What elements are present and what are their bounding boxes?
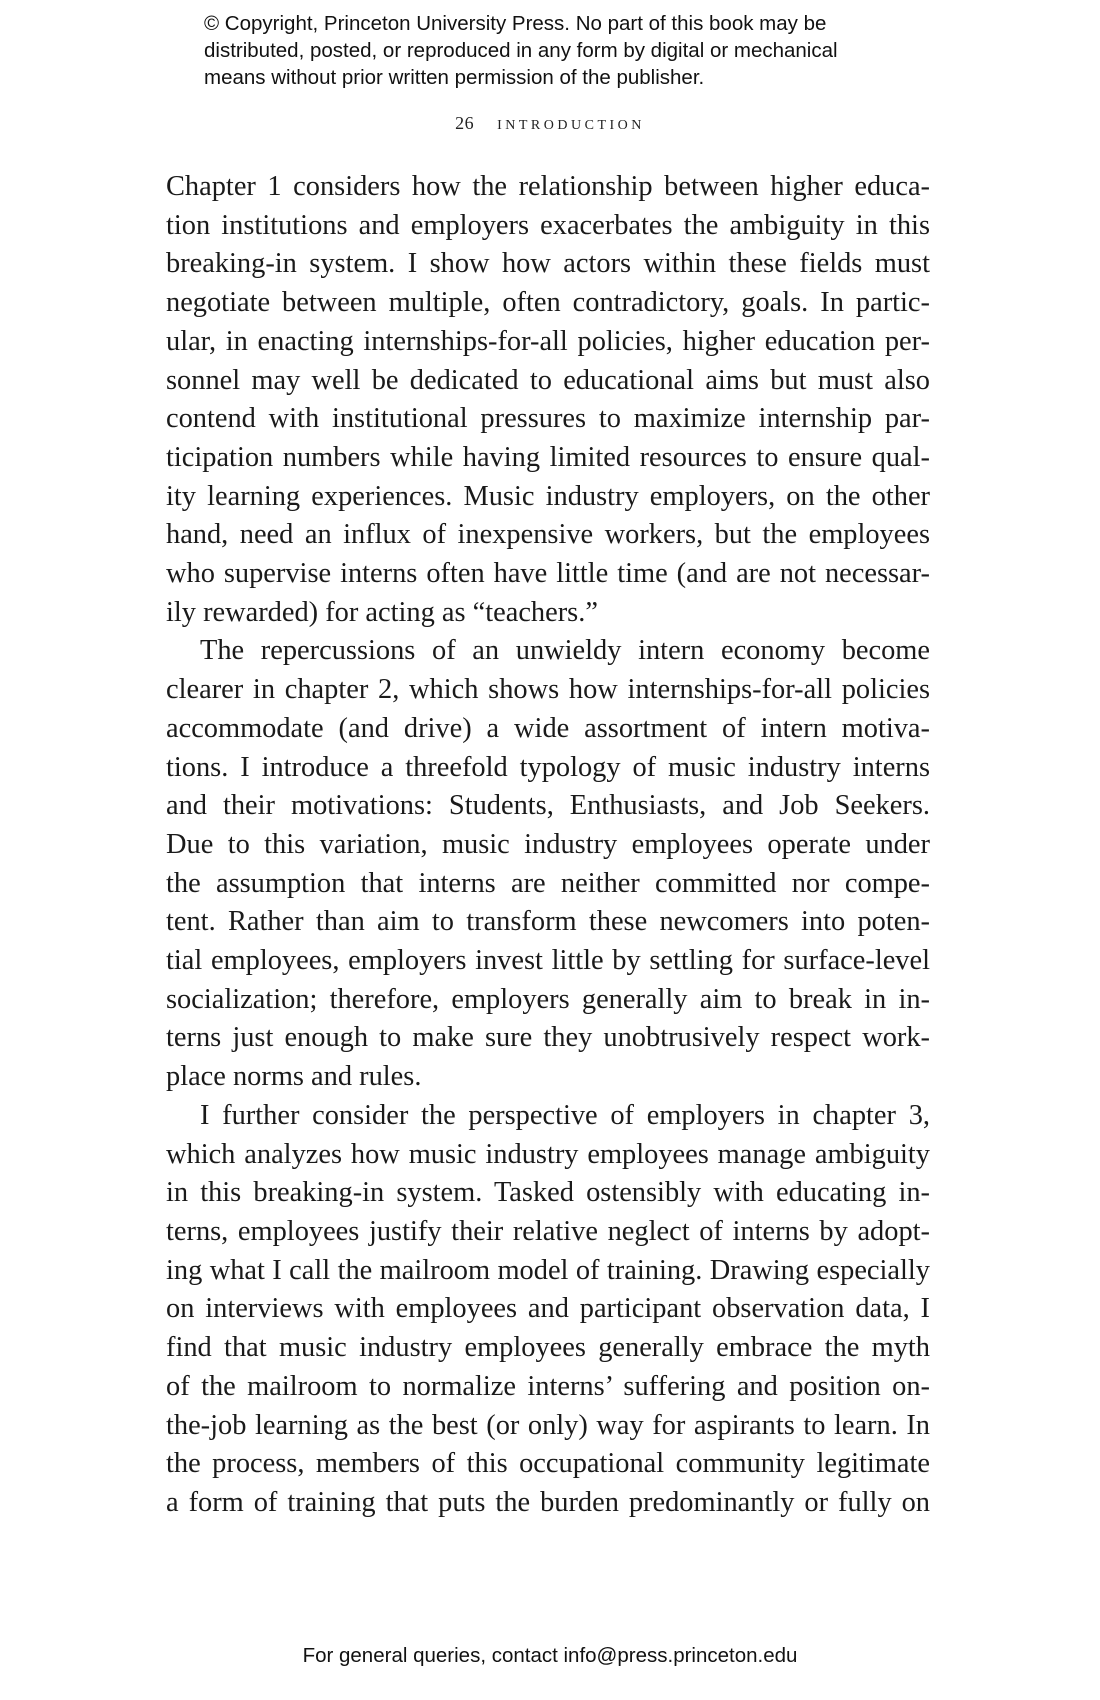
text-line: ity learning experiences. Music industry employers, on the other	[166, 480, 930, 512]
copyright-line: distributed, posted, or reproduced in any form by digital or mechanical	[204, 39, 838, 62]
text-line: who supervise interns often have little time (and are not necessar-	[166, 558, 930, 590]
text-line: in this breaking-in system. Tasked ostensibly with educating in-	[166, 1177, 930, 1209]
text-line: Due to this variation, music industry employees operate under	[166, 828, 930, 860]
text-line: tion institutions and employers exacerbates the ambiguity in this	[166, 209, 930, 241]
text-line: tent. Rather than aim to transform these newcomers into poten-	[166, 906, 930, 938]
text-line: terns, employees justify their relative neglect of interns by adopt-	[166, 1215, 930, 1247]
text-line: a form of training that puts the burden predominantly or fully on	[166, 1486, 930, 1518]
paragraph	[166, 168, 930, 632]
text-line: contend with institutional pressures to maximize internship par-	[166, 403, 930, 435]
text-line: terns just enough to make sure they unobtrusively respect work-	[166, 1022, 930, 1054]
text-line: the process, members of this occupational community legitimate	[166, 1448, 930, 1480]
text-line: place norms and rules.	[166, 1061, 422, 1093]
paragraph	[166, 632, 930, 1096]
text-line: The repercussions of an unwieldy intern economy become	[200, 635, 930, 667]
text-line: of the mailroom to normalize interns’ suffering and position on-	[166, 1370, 930, 1402]
text-line: Chapter 1 considers how the relationship between higher educa-	[166, 171, 930, 202]
running-head	[0, 112, 1100, 135]
text-line: negotiate between multiple, often contradictory, goals. In partic-	[166, 287, 930, 319]
text-line: on interviews with employees and participant observation data, I	[166, 1293, 930, 1325]
text-line: ticipation numbers while having limited resources to ensure qual-	[166, 441, 930, 473]
text-line: accommodate (and drive) a wide assortment of intern motiva-	[166, 712, 930, 744]
text-line: sonnel may well be dedicated to educational aims but must also	[166, 364, 930, 396]
text-line: the assumption that interns are neither committed nor compe-	[166, 867, 930, 899]
text-line: tial employees, employers invest little by settling for surface-level	[166, 945, 930, 977]
page-number: 26	[455, 113, 475, 133]
text-line: find that music industry employees generally embrace the myth	[166, 1332, 930, 1364]
copyright-line: means without prior written permission of the publisher.	[204, 66, 705, 89]
text-line: breaking-in system. I show how actors within these fields must	[166, 248, 930, 280]
text-line: and their motivations: Students, Enthusiasts, and Job Seekers.	[166, 790, 930, 822]
paragraph	[166, 1097, 930, 1523]
text-line: ing what I call the mailroom model of training. Drawing especially	[166, 1254, 930, 1286]
text-line: socialization; therefore, employers generally aim to break in in-	[166, 983, 930, 1015]
copyright-line: © Copyright, Princeton University Press. No part of this book may be	[204, 12, 827, 35]
footer-text: For general queries, contact info@press.princeton.edu	[302, 1644, 798, 1667]
text-line: ular, in enacting internships-for-all policies, higher education per-	[166, 325, 930, 357]
text-line: the-job learning as the best (or only) way for aspirants to learn. In	[166, 1409, 930, 1441]
body-text	[166, 168, 930, 1523]
text-line: tions. I introduce a threefold typology of music industry interns	[166, 751, 930, 783]
text-line: hand, need an influx of inexpensive workers, but the employees	[166, 519, 930, 551]
text-line: I further consider the perspective of employers in chapter 3,	[200, 1099, 930, 1131]
section-title: introduction	[497, 112, 645, 134]
copyright-notice	[204, 10, 904, 91]
text-line: clearer in chapter 2, which shows how internships-for-all policies	[166, 674, 930, 706]
footer-contact	[0, 1644, 1100, 1668]
text-line: ily rewarded) for acting as “teachers.”	[166, 596, 598, 628]
text-line: which analyzes how music industry employees manage ambiguity	[166, 1138, 930, 1170]
